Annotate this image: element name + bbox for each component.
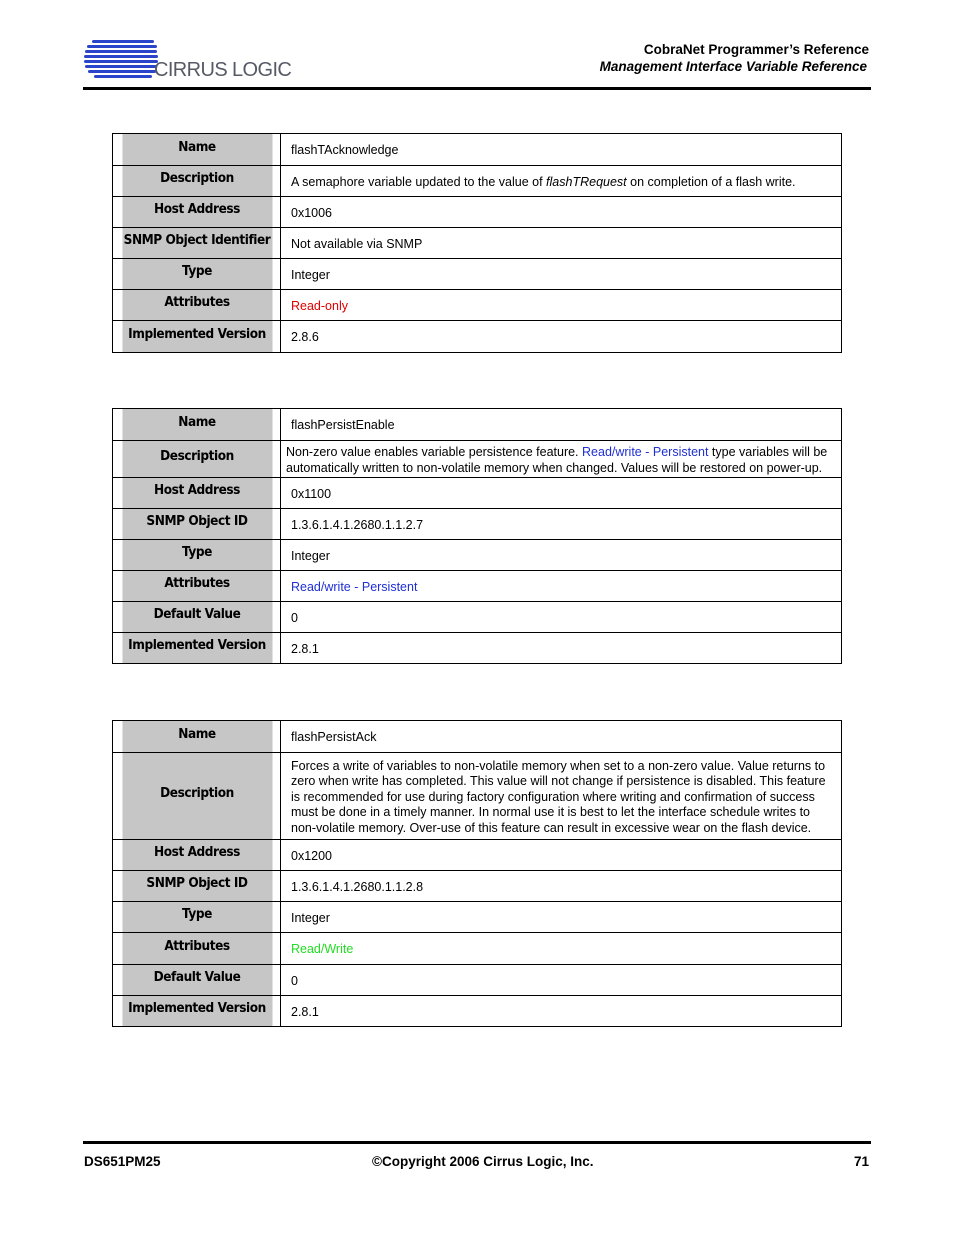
row-label: SNMP Object Identifier bbox=[121, 228, 272, 259]
table-row bbox=[113, 290, 842, 321]
table-row bbox=[113, 933, 842, 965]
row-label: Host Address bbox=[121, 478, 272, 509]
row-label: Default Value bbox=[121, 602, 272, 633]
row-value: Integer bbox=[281, 540, 842, 571]
row-label: SNMP Object ID bbox=[121, 871, 272, 902]
row-value: 0 bbox=[281, 602, 842, 633]
row-value: flashPersistAck bbox=[281, 721, 842, 753]
variable-table-flashTAcknowledge bbox=[112, 133, 842, 353]
row-label: Description bbox=[121, 753, 272, 840]
row-label: Default Value bbox=[121, 965, 272, 996]
row-value: 2.8.1 bbox=[281, 633, 842, 664]
row-value: Integer bbox=[281, 259, 842, 290]
row-value: 1.3.6.1.4.1.2680.1.1.2.8 bbox=[281, 871, 842, 902]
row-value bbox=[281, 166, 842, 197]
document-title: CobraNet Programmer’s Reference bbox=[643, 42, 869, 57]
table-row bbox=[113, 228, 842, 259]
description-text: A semaphore variable updated to the value of bbox=[291, 174, 547, 189]
row-label: Attributes bbox=[121, 571, 272, 602]
row-label: Implemented Version bbox=[121, 996, 272, 1027]
table-row bbox=[113, 166, 842, 197]
row-value: flashTAcknowledge bbox=[281, 134, 842, 166]
attribute-link[interactable]: Read/write - Persistent bbox=[582, 445, 709, 459]
row-label: Name bbox=[121, 721, 272, 753]
header-rule bbox=[83, 87, 871, 90]
table-row bbox=[113, 540, 842, 571]
description-text: Non-zero value enables variable persistence feature. bbox=[286, 445, 583, 459]
footer-rule bbox=[83, 1141, 871, 1144]
table-row bbox=[113, 965, 842, 996]
row-value: 0x1006 bbox=[281, 197, 842, 228]
row-value: flashPersistEnable bbox=[281, 409, 842, 441]
attribute-value: Read-only bbox=[281, 290, 842, 321]
row-value: Integer bbox=[281, 902, 842, 933]
table-row bbox=[113, 321, 842, 353]
row-value: 0 bbox=[281, 965, 842, 996]
table-row bbox=[113, 134, 842, 166]
row-value bbox=[281, 441, 842, 478]
row-label: Host Address bbox=[121, 197, 272, 228]
row-label: Implemented Version bbox=[121, 633, 272, 664]
attribute-link[interactable]: Read/write - Persistent bbox=[281, 571, 842, 602]
table-row bbox=[113, 441, 842, 478]
description-text: type variables will be automatically written to non-volatile memory when changed. Values will be restored on power-up. bbox=[286, 445, 828, 475]
row-label: Type bbox=[121, 259, 272, 290]
variable-reference: flashTRequest bbox=[546, 174, 627, 189]
table-row bbox=[113, 509, 842, 540]
row-value: 0x1200 bbox=[281, 840, 842, 871]
row-label: Description bbox=[121, 166, 272, 197]
row-label: Name bbox=[121, 409, 272, 441]
page-number: 71 bbox=[853, 1154, 869, 1169]
row-value: 2.8.6 bbox=[281, 321, 842, 353]
row-label: Type bbox=[121, 902, 272, 933]
description-text: on completion of a flash write. bbox=[626, 174, 796, 189]
table-row bbox=[113, 633, 842, 664]
table-row bbox=[113, 721, 842, 753]
row-label: Attributes bbox=[121, 290, 272, 321]
row-value: 2.8.1 bbox=[281, 996, 842, 1027]
row-value: Not available via SNMP bbox=[281, 228, 842, 259]
row-label: Attributes bbox=[121, 933, 272, 965]
section-subtitle: Management Interface Variable Reference bbox=[599, 59, 867, 74]
variable-table-flashPersistEnable bbox=[112, 408, 842, 664]
row-label: SNMP Object ID bbox=[121, 509, 272, 540]
brand-wordmark: CIRRUS LOGIC bbox=[154, 59, 292, 81]
table-row bbox=[113, 840, 842, 871]
table-row bbox=[113, 996, 842, 1027]
table-row bbox=[113, 871, 842, 902]
table-row bbox=[113, 409, 842, 441]
row-label: Host Address bbox=[121, 840, 272, 871]
cirrus-logic-logo bbox=[84, 34, 299, 82]
row-value: 0x1100 bbox=[281, 478, 842, 509]
row-label: Description bbox=[121, 441, 272, 478]
table-row bbox=[113, 753, 842, 840]
row-label: Implemented Version bbox=[121, 321, 272, 353]
row-label: Type bbox=[121, 540, 272, 571]
table-row bbox=[113, 197, 842, 228]
variable-table-flashPersistAck bbox=[112, 720, 842, 1027]
table-row bbox=[113, 478, 842, 509]
attribute-link[interactable]: Read/Write bbox=[281, 933, 842, 965]
row-value: Forces a write of variables to non-volatile memory when set to a non-zero value. Value returns to zero when write has completed. This value will not change if persistence is disabled. This feature is recommended for use during factory configuration where writing and confirmation of success must be done in a timely manner. In normal use it is best to let the interface schedule writes to non-volatile memory. Over-use of this feature can result in excessive wear on the flash device. bbox=[281, 753, 842, 840]
table-row bbox=[113, 259, 842, 290]
row-value: 1.3.6.1.4.1.2680.1.1.2.7 bbox=[281, 509, 842, 540]
copyright-notice: ©Copyright 2006 Cirrus Logic, Inc. bbox=[372, 1154, 594, 1169]
document-id: DS651PM25 bbox=[84, 1154, 161, 1169]
row-label: Name bbox=[121, 134, 272, 166]
table-row bbox=[113, 602, 842, 633]
table-row bbox=[113, 571, 842, 602]
table-row bbox=[113, 902, 842, 933]
